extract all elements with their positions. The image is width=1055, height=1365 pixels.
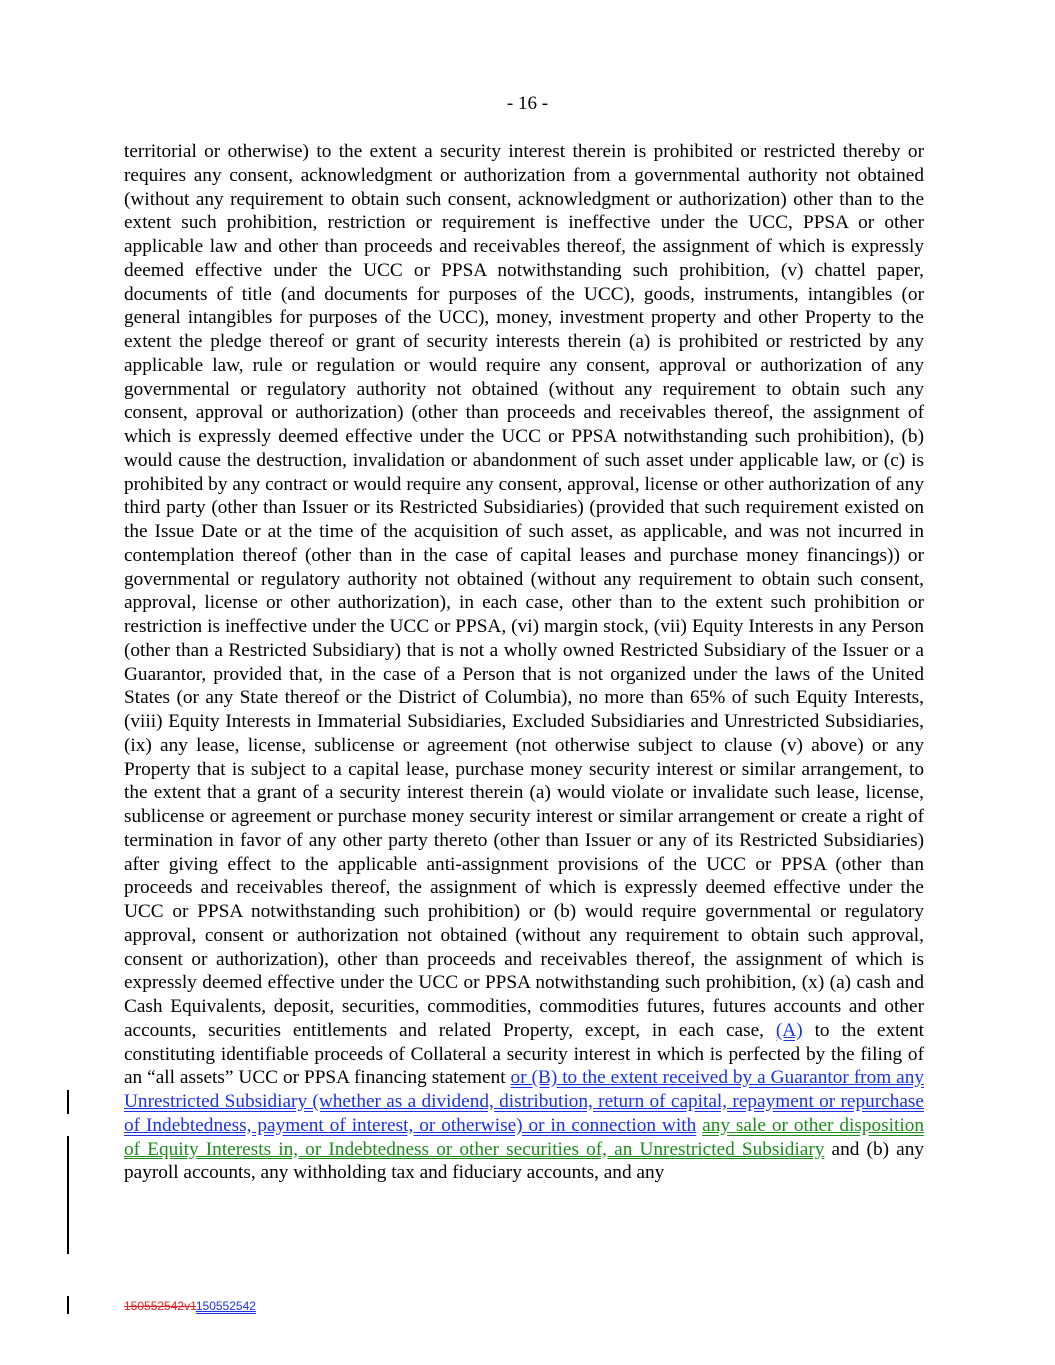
inserted-text: (A)	[775, 1019, 803, 1041]
document-id	[124, 1299, 256, 1313]
body-text-segment: to the extent constituting identifiable proceeds of Collateral a security interest in which is perfected by the filing of an “all assets” UCC or PPSA financing statement	[124, 1019, 924, 1089]
moved-text: any sale or other disposition of Equity Interests in, or Indebtedness or other securities of, an Unrestricted Subsidiary	[124, 1114, 924, 1160]
page-number: - 16 -	[506, 93, 549, 114]
change-bar	[67, 1296, 69, 1314]
document-body	[124, 140, 924, 1185]
inserted-text: or (B) to the extent received by a Guarantor from any Unrestricted Subsidiary (whether as a dividend, distribution, return of capital, repayment or repurchase of Indebtedness, payment of interest, or otherwise) or in connection with	[124, 1067, 924, 1136]
body-text-segment: territorial or otherwise) to the extent a security interest therein is prohibited or restricted thereby or requires any consent, acknowledgment or authorization from a governmental authority not obtained (without any requirement to obtain such consent, acknowledgment or authorization) other than to the extent such prohibition, restriction or requirement is ineffective under the UCC, PPSA or other applicable law and other than proceeds and receivables thereof, the assignment of which is expressly deemed effective under the UCC or PPSA notwithstanding such prohibition, (v) chattel paper, documents of title (and documents for purposes of the UCC), goods, instruments, intangibles (or general intangibles for purposes of the UCC), money, investment property and other Property to the extent the pledge thereof or grant of security interests therein (a) is prohibited or restricted by any applicable law, rule or regulation or would require any consent, approval or authorization of any governmental or regulatory authority not obtained (without any requirement to obtain such any consent, approval or authorization) (other than proceeds and receivables thereof, the assignment of which is expressly deemed effective under the UCC or PPSA notwithstanding such prohibition), (b) would cause the destruction, invalidation or abandonment of such asset under applicable law, or (c) is prohibited by any contract or would require any consent, approval, license or other authorization of any third party (other than Issuer or its Restricted Subsidiaries) (provided that such requirement existed on the Issue Date or at the time of the acquisition of such asset, as applicable, and was not incurred in contemplation thereof (other than in the case of capital leases and purchase money financings)) or governmental or regulatory authority not obtained (without any requirement to obtain such consent, approval, license or other authorization), in each case, other than to the extent such prohibition or restriction is ineffective under the UCC or PPSA, (vi) margin stock, (vii) Equity Interests in any Person (other than a Restricted Subsidiary) that is not a wholly owned Restricted Subsidiary of the Issuer or a Guarantor, provided that, in the case of a Person that is not organized under the laws of the United States (or any State thereof or the District of Columbia), no more than 65% of such Equity Interests, (viii) Equity Interests in Immaterial Subsidiaries, Excluded Subsidiaries and Unrestricted Subsidiaries, (ix) any lease, license, sublicense or agreement (not otherwise subject to clause (v) above) or any Property that is subject to a capital lease, purchase money security interest or similar arrangement, to the extent that a grant of a security interest therein (a) would violate or invalidate such lease, license, sublicense or agreement or purchase money security interest or similar arrangement or create a right of termination in favor of any other party thereto (other than Issuer or any of its Restricted Subsidiaries) after giving effect to the applicable anti-assignment provisions of the UCC or PPSA (other than proceeds and receivables thereof, the assignment of which is expressly deemed effective under the UCC or PPSA notwithstanding such prohibition) or (b) would require governmental or regulatory approval, consent or authorization not obtained (without any requirement to obtain such approval, consent or authorization), other than proceeds and receivables thereof, the assignment of which is expressly deemed effective under the UCC or PPSA notwithstanding such prohibition, (x) (a) cash and Cash Equivalents, deposit, securities, commodities, commodities futures, futures accounts and other accounts, securities entitlements and related Property, except, in each case,	[124, 141, 924, 1041]
deleted-document-id: 150552542v1	[124, 1299, 196, 1313]
inserted-document-id: 150552542	[195, 1299, 256, 1313]
change-bar	[67, 1136, 69, 1254]
body-text-segment: and (b) any payroll accounts, any withholding tax and fiduciary accounts, and any	[124, 1138, 924, 1184]
change-bar	[67, 1090, 69, 1114]
